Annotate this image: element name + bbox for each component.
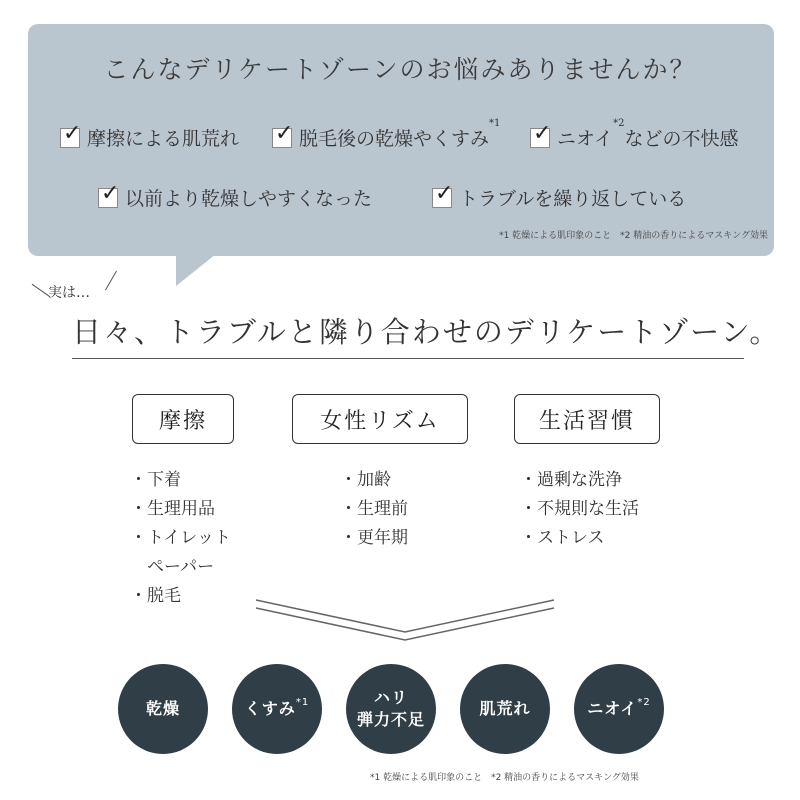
checkbox-icon: ✓ [272, 128, 292, 148]
list-item: ・脱毛 [130, 586, 181, 606]
circle-dryness: 乾燥 [118, 664, 208, 754]
category-female-rhythm-list [340, 466, 408, 553]
category-friction: 摩擦 [132, 394, 234, 444]
accent-line-right [105, 271, 117, 291]
checkbox-icon: ✓ [60, 128, 80, 148]
list-item: ・不規則な生活 [520, 499, 639, 519]
list-item: ・生理用品 [130, 499, 215, 519]
check-item-recurring: ✓ トラブルを繰り返している [432, 184, 686, 211]
check-item-drier: ✓ 以前より乾燥しやすくなった [98, 184, 372, 211]
intro-text: 実は… [48, 285, 90, 301]
list-item: ・下着 [130, 470, 181, 490]
checkbox-icon: ✓ [432, 188, 452, 208]
list-item: ・生理前 [340, 499, 408, 519]
bubble-title: こんなデリケートゾーンのお悩みありませんか？ [103, 55, 697, 84]
circle-firmness: ハリ 弾力不足 [346, 664, 436, 754]
category-lifestyle-list [520, 466, 639, 553]
checkbox-icon: ✓ [530, 128, 550, 148]
circle-rough-skin: 肌荒れ [460, 664, 550, 754]
list-item: ・更年期 [340, 528, 408, 548]
circle-dullness: くすみ$^{*1}$ [232, 664, 322, 754]
headline-divider [72, 358, 744, 359]
bubble-tail [176, 254, 216, 286]
headline: 日々、トラブルと隣り合わせのデリケートゾーン。 [72, 315, 781, 349]
checkbox-icon: ✓ [98, 188, 118, 208]
list-item: ペーパー [130, 557, 215, 577]
check-item-odor: ✓ ニオイ$^{*2}$などの不快感 [530, 124, 738, 151]
category-lifestyle: 生活習慣 [514, 394, 660, 444]
list-item: ・加齢 [340, 470, 391, 490]
footnote-top: *1 乾燥による肌印象のこと *2 精油の香りによるマスキング効果 [499, 231, 768, 241]
check-item-dryness-dullness: ✓ 脱毛後の乾燥やくすみ$^{*1}$ [272, 124, 500, 151]
category-female-rhythm: 女性リズム [292, 394, 468, 444]
list-item: ・ストレス [520, 528, 605, 548]
check-item-friction: ✓ 摩擦による肌荒れ [60, 124, 239, 151]
list-item: ・過剰な洗浄 [520, 470, 622, 490]
chevron-down-icon [250, 594, 560, 644]
circle-odor: ニオイ$^{*2}$ [574, 664, 664, 754]
footnote-bottom: *1 乾燥による肌印象のこと *2 精油の香りによるマスキング効果 [370, 773, 639, 783]
list-item: ・トイレット [130, 528, 231, 548]
category-friction-list [130, 466, 231, 611]
